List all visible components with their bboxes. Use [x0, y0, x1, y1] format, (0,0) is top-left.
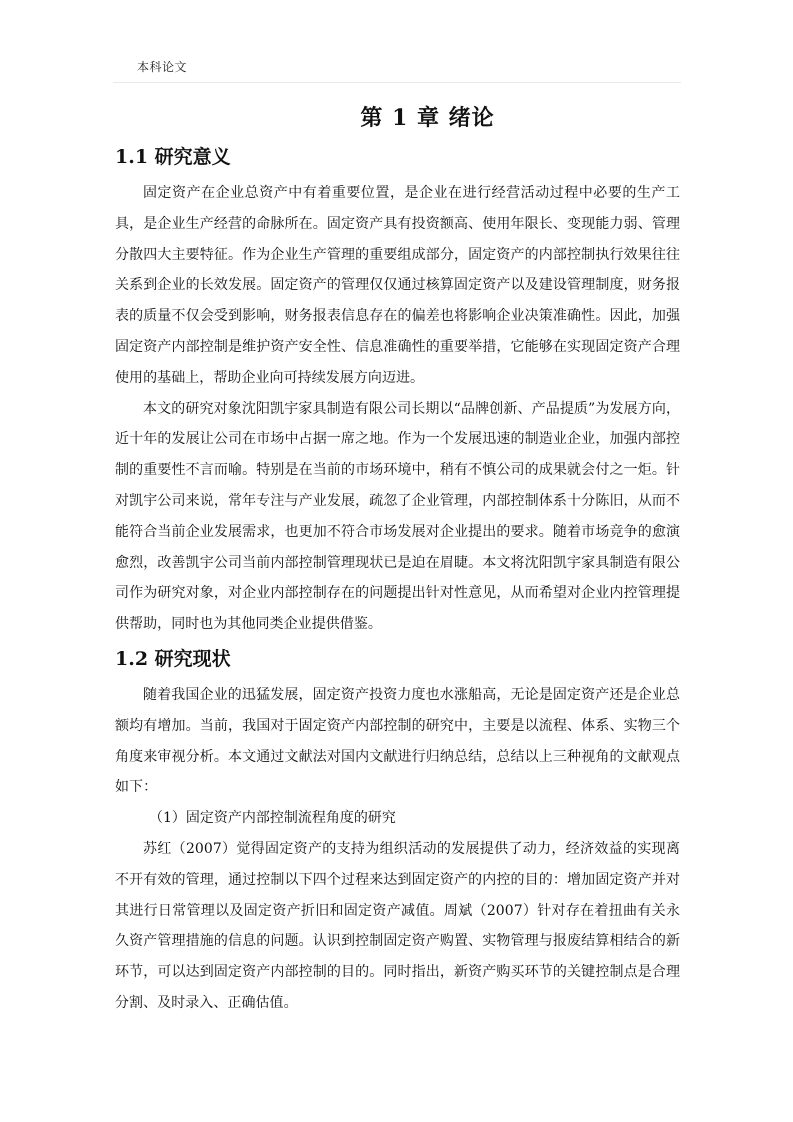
chapter-title: 第 1 章 绪论: [360, 105, 495, 131]
paragraph-research-status-1: 随着我国企业的迅猛发展，固定资产投资力度也水涨船高，无论是固定资产还是企业总额均有增加。当前，我国对于固定资产内部控制的研究中，主要是以流程、体系、实物三个角度来审视分析。本文通过文献法对国内文献进行归纳总结，总结以上三种视角的文献观点如下：: [115, 686, 680, 796]
paragraph-research-significance-1: 固定资产在企业总资产中有着重要位置，是企业在进行经营活动过程中必要的生产工具，是企业生产经营的命脉所在。固定资产具有投资额高、使用年限长、变现能力弱、管理分散四大主要特征。作为企业生产管理的重要组成部分，固定资产的内部控制执行效果往往关系到企业的长效发展。固定资产的管理仅仅通过核算固定资产以及建设管理制度，财务报表的质量不仅会受到影响，财务报表信息存在的偏差也将影响企业决策准确性。因此，加强固定资产内部控制是维护资产安全性、信息准确性的重要举措，它能够在实现固定资产合理使用的基础上，帮助企业向可持续发展方向迈进。: [115, 185, 680, 386]
section-heading-1-2: 1.2 研究现状: [115, 647, 231, 670]
subsection-item-1: （1）固定资产内部控制流程角度的研究: [149, 810, 396, 827]
section-heading-1-1: 1.1 研究意义: [115, 146, 231, 168]
page-body: [115, 98, 680, 1019]
paragraph-research-significance-2: 本文的研究对象沈阳凯宇家具制造有限公司长期以“品牌创新、产品提质”为发展方向，近十年的发展让公司在市场中占据一席之地。作为一个发展迅速的制造业企业，加强内部控制的重要性不言而喻。特别是在当前的市场环境中，稍有不慎公司的成果就会付之一炬。针对凯宇公司来说，常年专注与产业发展，疏忽了企业管理，内部控制体系十分陈旧，从而不能符合当前企业发展需求，也更加不符合市场发展对企业提出的要求。随着市场竞争的愈演愈烈，改善凯宇公司当前内部控制管理现状已是迫在眉睫。本文将沈阳凯宇家具制造有限公司作为研究对象，对企业内部控制存在的问题提出针对性意见，从而希望对企业内控管理提供帮助，同时也为其他同类企业提供借鉴。: [115, 400, 680, 633]
running-header: 本科论文: [137, 60, 188, 74]
header-divider: [113, 82, 681, 83]
paragraph-research-status-2: 苏红（2007）觉得固定资产的支持为组织活动的发展提供了动力，经济效益的实现离不开有效的管理，通过控制以下四个过程来达到固定资产的内控的目的：增加固定资产并对其进行日常管理以及固定资产折旧和固定资产减值。周斌（2007）针对存在着扭曲有关永久资产管理措施的信息的问题。认识到控制固定资产购置、实物管理与报废结算相结合的新环节，可以达到固定资产内部控制的目的。同时指出，新资产购买环节的关键控制点是合理分割、及时录入、正确估值。: [115, 840, 680, 1011]
